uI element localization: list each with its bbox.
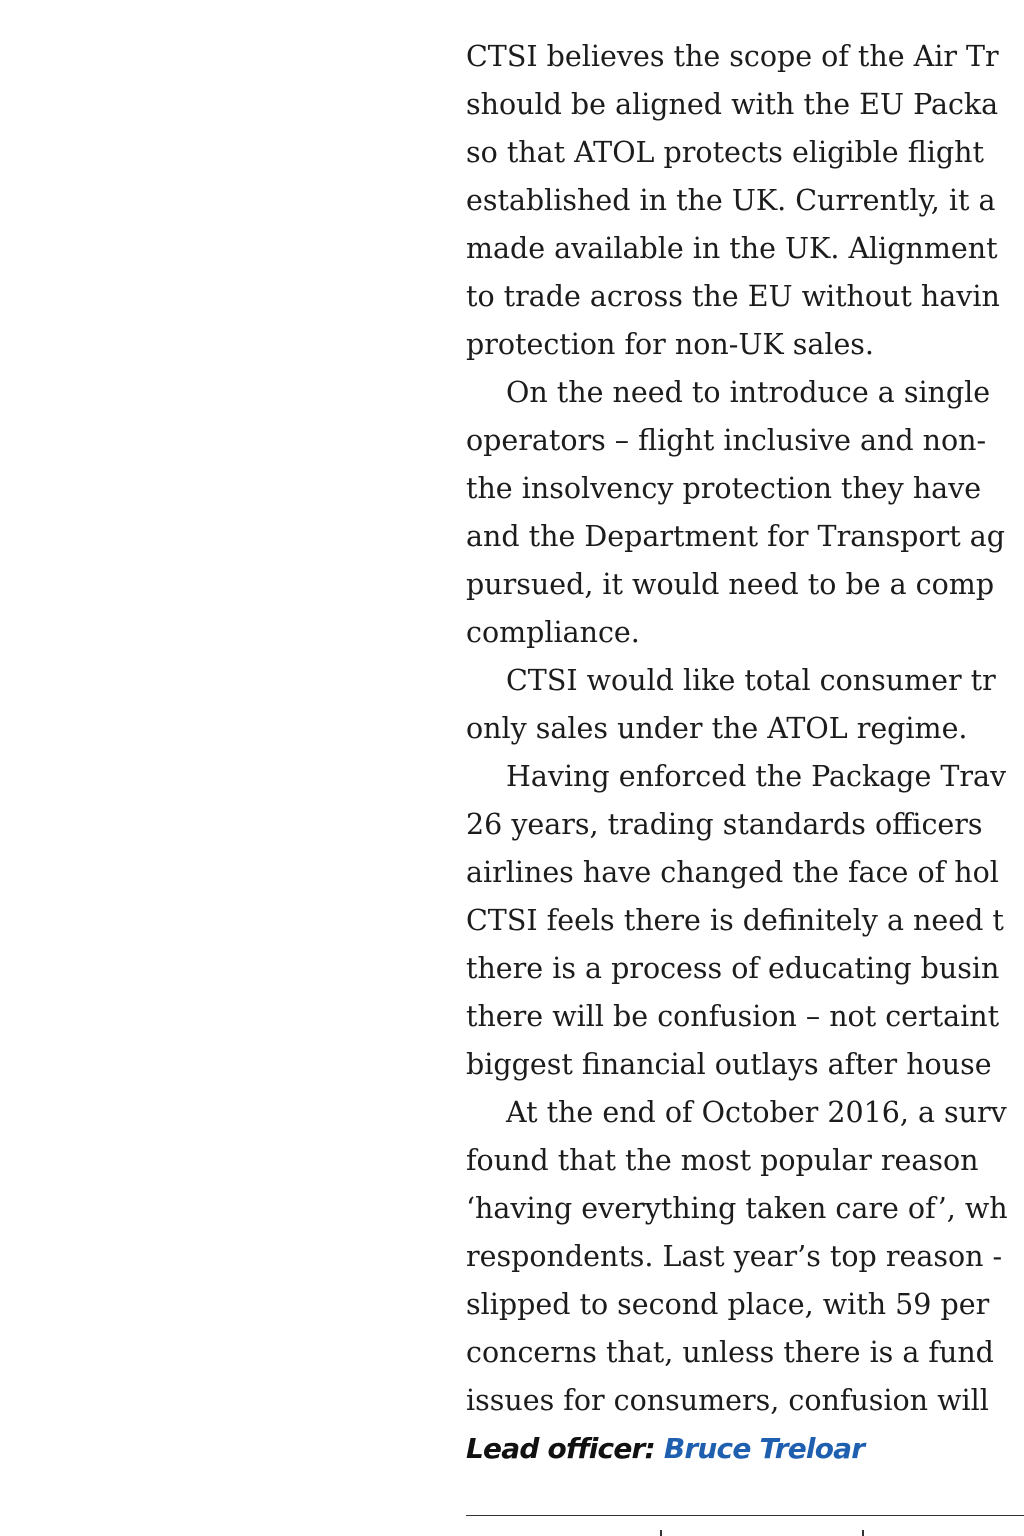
text-line: ‘having everything taken care of’, wh — [466, 1192, 1008, 1225]
text-line: Having enforced the Package Trav — [506, 760, 1007, 793]
text-line: At the end of October 2016, a surv — [506, 1096, 1007, 1129]
text-line: CTSI believes the scope of the Air Tr — [466, 40, 999, 73]
text-line: compliance. — [466, 616, 640, 649]
text-line: made available in the UK. Alignment — [466, 232, 998, 265]
text-line: so that ATOL protects eligible flight — [466, 136, 984, 169]
paragraph-4 — [466, 753, 1024, 1089]
text-line: biggest financial outlays after house — [466, 1048, 992, 1081]
text-line: established in the UK. Currently, it a — [466, 184, 996, 217]
text-line: only sales under the ATOL regime. — [466, 712, 968, 745]
text-line: CTSI feels there is definitely a need t — [466, 904, 1004, 937]
text-line: issues for consumers, confusion will — [466, 1384, 989, 1417]
lead-officer-label: Lead officer: — [466, 1432, 655, 1465]
text-line: airlines have changed the face of hol — [466, 856, 999, 889]
text-line: there will be confusion – not certaint — [466, 1000, 1000, 1033]
text-line: found that the most popular reason — [466, 1144, 979, 1177]
paragraph-1 — [466, 33, 1024, 369]
text-line: to trade across the EU without havin — [466, 280, 1000, 313]
text-line: 26 years, trading standards officers — [466, 808, 983, 841]
paragraph-3 — [466, 657, 1024, 753]
footer-mark — [862, 1530, 864, 1536]
text-line: CTSI would like total consumer tr — [506, 664, 996, 697]
article-column — [466, 33, 1024, 1473]
lead-officer — [466, 1425, 1024, 1473]
paragraph-2 — [466, 369, 1024, 657]
text-line: respondents. Last year’s top reason - — [466, 1240, 1003, 1273]
text-line: the insolvency protection they have — [466, 472, 982, 505]
text-line: slipped to second place, with 59 per — [466, 1288, 990, 1321]
footer-divider — [466, 1515, 1024, 1516]
text-line: On the need to introduce a single — [506, 376, 991, 409]
text-line: there is a process of educating busin — [466, 952, 1000, 985]
text-line: pursued, it would need to be a comp — [466, 568, 995, 601]
text-line: concerns that, unless there is a fund — [466, 1336, 994, 1369]
text-line: should be aligned with the EU Packa — [466, 88, 999, 121]
paragraph-5 — [466, 1089, 1024, 1425]
footer-mark — [660, 1530, 662, 1536]
text-line: protection for non-UK sales. — [466, 328, 874, 361]
text-line: operators – flight inclusive and non- — [466, 424, 987, 457]
lead-officer-name-link[interactable]: Bruce Treloar — [663, 1432, 865, 1465]
text-line: and the Department for Transport ag — [466, 520, 1005, 553]
